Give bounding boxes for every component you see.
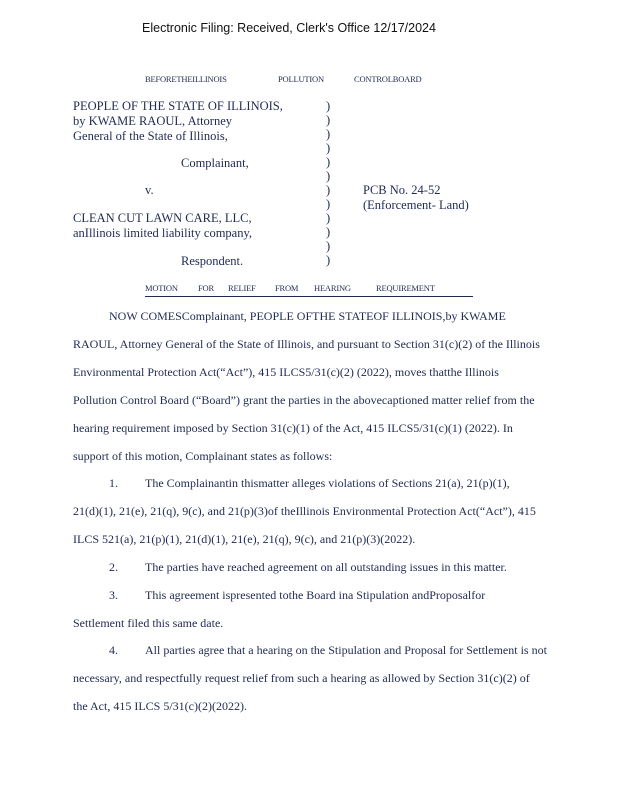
item-text: 21(d)(1), 21(e), 21(q), 9(c), and 21(p)(3)of theIllinois Environmental Protection Act(“Act”), 415 xyxy=(73,504,536,518)
plaintiff-line: PEOPLE OF THE STATE OF ILLINOIS, xyxy=(73,99,283,113)
item-text: The Complainantin thismatter alleges violations of Sections 21(a), 21(p)(1), xyxy=(145,476,510,490)
board-heading-word: BEFORETHEILLINOIS xyxy=(145,74,227,84)
item-text: The parties have reached agreement on all outstanding issues in this matter. xyxy=(145,560,507,574)
caption-paren: ) xyxy=(326,169,331,183)
item-number: 3. xyxy=(109,588,118,602)
defendant-line: anIllinois limited liability company, xyxy=(73,226,253,240)
item-text: All parties agree that a hearing on the Stipulation and Proposal for Settlement is not xyxy=(145,643,547,657)
caption-paren: ) xyxy=(326,197,331,211)
item-number: 1. xyxy=(109,476,118,490)
motion-title-word: MOTION xyxy=(145,283,178,293)
caption-paren: ) xyxy=(326,253,331,267)
versus-label: v. xyxy=(145,183,154,197)
caption-paren: ) xyxy=(326,127,331,141)
respondent-label: Respondent. xyxy=(181,254,244,268)
plaintiff-line: General of the State of Illinois, xyxy=(73,129,228,143)
motion-title-word: HEARING xyxy=(314,283,351,293)
caption-paren: ) xyxy=(326,225,331,239)
item-number: 4. xyxy=(109,643,118,657)
defendant-line: CLEAN CUT LAWN CARE, LLC, xyxy=(73,211,252,225)
motion-title-word: RELIEF xyxy=(228,283,256,293)
caption-paren: ) xyxy=(326,183,331,197)
caption-paren: ) xyxy=(326,239,331,253)
motion-title-word: REQUIREMENT xyxy=(376,283,435,293)
intro-line: support of this motion, Complainant states as follows: xyxy=(73,449,333,463)
intro-line: hearing requirement imposed by Section 31(c)(1) of the Act, 415 ILCS5/31(c)(1) (2022). In xyxy=(73,421,513,435)
intro-line: Environmental Protection Act(“Act”), 415 ILCS5/31(c)(2) (2022), moves thatthe Illinois xyxy=(73,365,499,379)
caption-paren: ) xyxy=(326,141,331,155)
motion-title-word: FOR xyxy=(198,283,214,293)
item-text: ILCS 521(a), 21(p)(1), 21(d)(1), 21(e), 21(q), 9(c), and 21(p)(3)(2022). xyxy=(73,532,416,546)
title-underline xyxy=(145,296,473,297)
item-text: Settlement filed this same date. xyxy=(73,616,224,630)
motion-title-word: FROM xyxy=(275,283,299,293)
item-number: 2. xyxy=(109,560,118,574)
case-number: PCB No. 24-52 xyxy=(363,183,441,197)
caption-paren: ) xyxy=(326,99,331,113)
complainant-label: Complainant, xyxy=(181,156,249,170)
item-text: This agreement ispresented tothe Board ina Stipulation andProposalfor xyxy=(145,588,486,602)
board-heading-word: CONTROLBOARD xyxy=(354,74,422,84)
caption-paren: ) xyxy=(326,113,331,127)
board-heading-word: POLLUTION xyxy=(278,74,324,84)
caption-paren: ) xyxy=(326,155,331,169)
item-text: necessary, and respectfully request relief from such a hearing as allowed by Section 31(c)(2) of xyxy=(73,671,530,685)
item-text: the Act, 415 ILCS 5/31(c)(2)(2022). xyxy=(73,699,247,713)
intro-line: NOW COMESComplainant, PEOPLE OFTHE STATEOF ILLINOIS,by KWAME xyxy=(109,309,506,323)
plaintiff-line: by KWAME RAOUL, Attorney xyxy=(73,114,233,128)
intro-line: Pollution Control Board (“Board”) grant the parties in the abovecaptioned matter relief from the xyxy=(73,393,535,407)
case-type: (Enforcement- Land) xyxy=(363,198,469,212)
caption-paren: ) xyxy=(326,211,331,225)
filing-stamp: Electronic Filing: Received, Clerk's Office 12/17/2024 xyxy=(142,21,436,35)
intro-line: RAOUL, Attorney General of the State of Illinois, and pursuant to Section 31(c)(2) of the Illinois xyxy=(73,337,540,351)
